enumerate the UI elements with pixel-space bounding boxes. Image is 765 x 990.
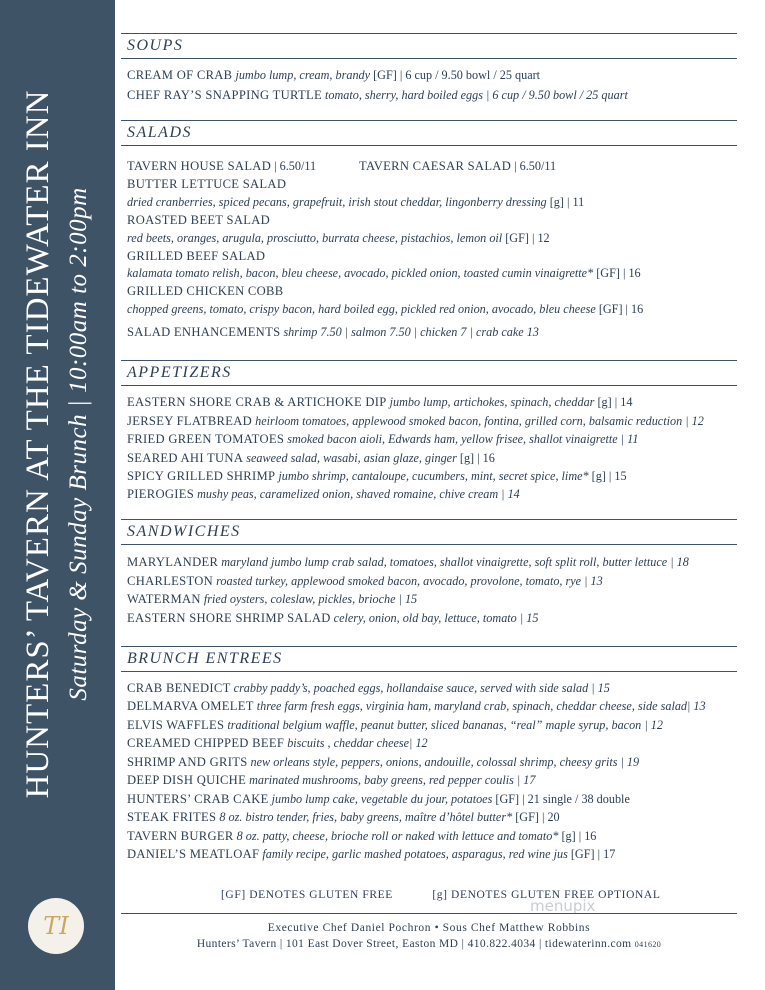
menu-item-description-line (127, 301, 643, 317)
item-price: [GF] | 16 (596, 266, 641, 280)
menu-item (127, 67, 540, 83)
item-description: 8 oz. bistro tender, fries, baby greens, maître d’hôtel butter* (216, 810, 516, 824)
item-description: shrimp 7.50 | salmon 7.50 | chicken 7 | crab cake 13 (280, 325, 539, 339)
item-name: BUTTER LETTUCE SALAD (127, 177, 287, 191)
monogram-logo (28, 898, 84, 954)
item-name: CREAMED CHIPPED BEEF (127, 736, 285, 750)
menu-item (127, 324, 539, 340)
item-description: maryland jumbo lump crab salad, tomatoes, shallot vinaigrette, soft split roll, butter lettuce | 18 (218, 555, 689, 569)
item-price: [GF] | 12 (505, 231, 550, 245)
item-description: jumbo lump, artichokes, spinach, cheddar (386, 395, 598, 409)
item-name: JERSEY FLATBREAD (127, 414, 253, 428)
item-name: EASTERN SHORE CRAB & ARTICHOKE DIP (127, 395, 387, 409)
menu-item (127, 828, 596, 844)
item-name: CHEF RAY’S SNAPPING TURTLE (127, 88, 322, 102)
item-description: smoked bacon aioli, Edwards ham, yellow frisee, shallot vinaigrette | 11 (284, 432, 639, 446)
section-title: BRUNCH ENTREES (127, 650, 283, 667)
item-name: SPICY GRILLED SHRIMP (127, 469, 276, 483)
item-name: DELMARVA OMELET (127, 699, 254, 713)
section-title: APPETIZERS (127, 364, 232, 381)
item-price: [GF] | 20 (515, 810, 560, 824)
item-name: PIEROGIES (127, 487, 195, 501)
item-name: WATERMAN (127, 592, 201, 606)
item-name: CREAM OF CRAB (127, 68, 233, 82)
menu-item (127, 846, 615, 862)
item-name: TAVERN HOUSE SALAD (127, 159, 272, 173)
menu-item (127, 248, 265, 264)
item-name: HUNTERS’ CRAB CAKE (127, 792, 269, 806)
item-name: SALAD ENHANCEMENTS (127, 325, 281, 339)
item-price: | 6.50/11 (511, 159, 557, 173)
item-description: traditional belgium waffle, peanut butter, sliced bananas, “real” maple syrup, bacon | 12 (224, 718, 663, 732)
logo-monogram-text: TI (43, 912, 69, 940)
menu-item (127, 283, 283, 299)
menu-item (127, 610, 538, 626)
item-name: TAVERN BURGER (127, 829, 234, 843)
menu-item (127, 212, 270, 228)
menu-item-description-line (127, 265, 641, 281)
item-name: ROASTED BEET SALAD (127, 213, 271, 227)
item-name: SEARED AHI TUNA (127, 451, 244, 465)
item-price: [g] | 14 (597, 395, 633, 409)
item-description: tomato, sherry, hard boiled eggs | 6 cup / 9.50 bowl / 25 quart (321, 88, 628, 102)
item-description: jumbo lump, cream, brandy (232, 68, 374, 82)
restaurant-address (121, 938, 737, 950)
item-description: crabby paddy’s, poached eggs, hollandaise sauce, served with side salad | 15 (230, 681, 610, 695)
item-name: GRILLED BEEF SALAD (127, 249, 266, 263)
sidebar-banner (0, 0, 115, 990)
item-description: jumbo shrimp, cantaloupe, cucumbers, mint, secret spice, lime* (275, 469, 592, 483)
item-description: jumbo lump cake, vegetable du jour, potatoes (268, 792, 496, 806)
item-name: DEEP DISH QUICHE (127, 773, 247, 787)
section-header-appetizers (121, 360, 737, 386)
menu-item (127, 468, 627, 484)
menu-item (127, 431, 638, 447)
sidebar-heading (18, 14, 96, 874)
item-description: three farm fresh eggs, virginia ham, maryland crab, spinach, cheddar cheese, side salad| 13 (253, 699, 706, 713)
item-name: GRILLED CHICKEN COBB (127, 284, 284, 298)
item-name: ELVIS WAFFLES (127, 718, 225, 732)
chef-credits: Executive Chef Daniel Pochron • Sous Chef Matthew Robbins (267, 922, 591, 934)
item-description: roasted turkey, applewood smoked bacon, avocado, provolone, tomato, rye | 13 (213, 574, 603, 588)
item-name: EASTERN SHORE SHRIMP SALAD (127, 611, 331, 625)
item-price: [GF] | 16 (598, 302, 644, 316)
legend-gluten-free: [GF] DENOTES GLUTEN FREE (221, 889, 393, 901)
item-description: kalamata tomato relish, bacon, bleu cheese, avocado, pickled onion, toasted cumin vinaigrette* (127, 266, 597, 280)
item-name: TAVERN CAESAR SALAD (359, 159, 512, 173)
menu-item (127, 680, 610, 696)
menu-item (127, 394, 632, 410)
item-price: [GF] | 21 single / 38 double (495, 792, 630, 806)
menu-item (127, 591, 417, 607)
menu-item (127, 717, 663, 733)
menu-item (127, 87, 628, 103)
section-title: SANDWICHES (127, 523, 241, 540)
menu-item (127, 573, 603, 589)
menu-item (127, 735, 428, 751)
item-description: marinated mushrooms, baby greens, red pepper coulis | 17 (246, 773, 536, 787)
address-text: Hunters’ Tavern | 101 East Dover Street, Easton MD | 410.822.4034 | tidewaterinn.com (196, 938, 632, 950)
item-price: [g] | 11 (549, 195, 585, 209)
item-description: fried oysters, coleslaw, pickles, brioche | 15 (200, 592, 418, 606)
menu-item (127, 450, 495, 466)
section-header-soups (121, 33, 737, 59)
item-name: CHARLESTON (127, 574, 214, 588)
item-description: family recipe, garlic mashed potatoes, asparagus, red wine jus (259, 847, 571, 861)
item-name: FRIED GREEN TOMATOES (127, 432, 285, 446)
menu-code: 041620 (634, 940, 662, 949)
item-description: seaweed salad, wasabi, asian glaze, ginger (243, 451, 460, 465)
section-header-sandwiches (121, 519, 737, 545)
menu-item (127, 486, 520, 502)
item-description: chopped greens, tomato, crispy bacon, hard boiled egg, pickled red onion, avocado, bleu cheese (127, 302, 599, 316)
menu-item (127, 809, 560, 825)
item-price: [g] | 16 (459, 451, 495, 465)
legend-gluten-free-optional: [g] DENOTES GLUTEN FREE OPTIONAL (432, 889, 661, 901)
item-price: [g] | 15 (591, 469, 627, 483)
brunch-hours: Saturday & Sunday Brunch | 10:00am to 2:00pm (65, 187, 92, 701)
item-name: MARYLANDER (127, 555, 219, 569)
footer-divider (121, 913, 737, 914)
item-price: [GF] | 6 cup / 9.50 bowl / 25 quart (373, 68, 541, 82)
item-name: STEAK FRITES (127, 810, 217, 824)
item-description: red beets, oranges, arugula, prosciutto, burrata cheese, pistachios, lemon oil (127, 231, 506, 245)
section-header-salads (121, 120, 737, 146)
section-title: SOUPS (127, 37, 184, 54)
item-name: CRAB BENEDICT (127, 681, 231, 695)
menu-item (359, 158, 556, 174)
item-description: biscuits , cheddar cheese| 12 (284, 736, 428, 750)
watermark: menupix (530, 897, 596, 915)
item-description: mushy peas, caramelized onion, shaved romaine, chive cream | 14 (194, 487, 520, 501)
menu-item (127, 791, 630, 807)
item-description: dried cranberries, spiced pecans, grapefruit, irish stout cheddar, lingonberry dressing (127, 195, 550, 209)
menu-item (127, 754, 639, 770)
item-description: heirloom tomatoes, applewood smoked bacon, fontina, grilled corn, balsamic reduction | 12 (252, 414, 704, 428)
item-price: [GF] | 17 (570, 847, 616, 861)
menu-item (127, 413, 704, 429)
section-title: SALADS (127, 124, 192, 141)
menu-item (127, 554, 689, 570)
item-name: DANIEL’S MEATLOAF (127, 847, 260, 861)
menu-item (127, 176, 286, 192)
item-description: new orleans style, peppers, onions, andouille, colossal shrimp, cheesy grits | 19 (247, 755, 640, 769)
item-name: SHRIMP AND GRITS (127, 755, 248, 769)
restaurant-name: HUNTERS’ TAVERN AT THE TIDEWATER INN (20, 89, 56, 799)
item-description: 8 oz. patty, cheese, brioche roll or naked with lettuce and tomato* (233, 829, 562, 843)
menu-item (127, 772, 535, 788)
menu-item-description-line (127, 230, 550, 246)
menu-item-description-line (127, 194, 584, 210)
menu-item (127, 698, 706, 714)
item-description: celery, onion, old bay, lettuce, tomato | 15 (330, 611, 539, 625)
menu-item (127, 158, 316, 174)
item-price: | 6.50/11 (271, 159, 317, 173)
section-header-brunch-entrees (121, 646, 737, 672)
item-price: [g] | 16 (561, 829, 597, 843)
